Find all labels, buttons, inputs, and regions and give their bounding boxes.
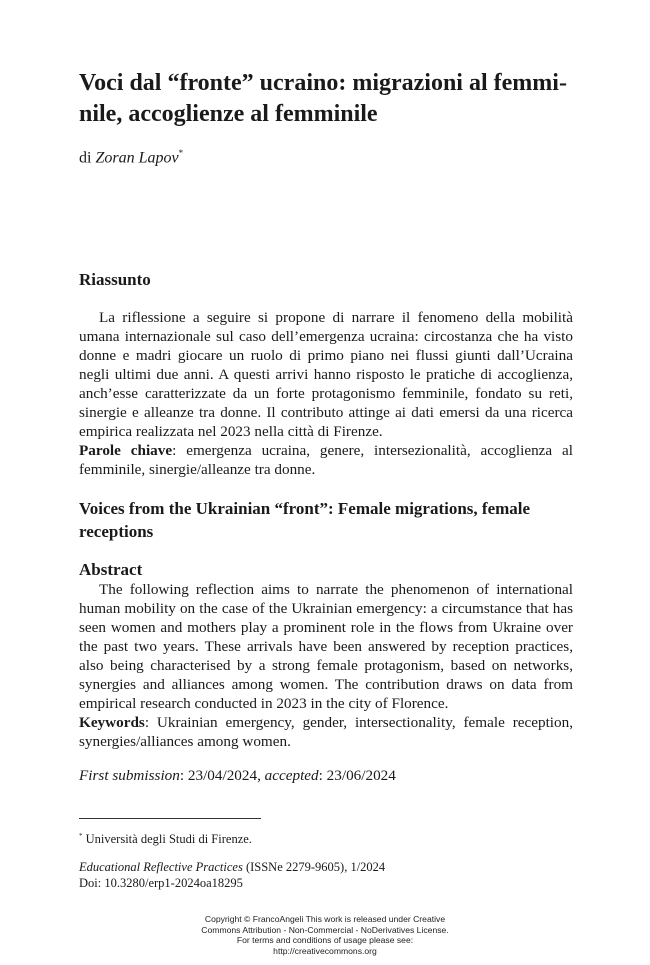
license-line-2: Commons Attribution - Non-Commercial - NoDerivatives License. — [201, 924, 449, 935]
footnote-text: Università degli Studi di Firenze. — [82, 832, 252, 847]
parole-chiave-label: Parole chiave — [79, 442, 173, 459]
first-submission-label: First submission — [79, 767, 180, 784]
riassunto-body: La riflessione a seguire si propone di narrare il fenomeno della mobilità umana internazionale sul caso dell’emergenza ucraina: circostanza che ha visto donne e madri giocare un ruolo di primo piano nei flussi giunti dall’Ucraina negli ultimi due anni. A questi arrivi hanno risposto le pratiche di accoglienza, anch’esse caratterizzate da un forte protagonismo femminile, fondato su reti, sinergie e alleanze tra donne. Il contributo attinge ai dati emersi da una ricerca empirica realizzata nel 2023 nella città di Firenze. — [79, 309, 573, 440]
submission-dates — [79, 767, 396, 785]
riassunto-text — [79, 308, 573, 479]
parole-chiave-line — [79, 441, 573, 479]
riassunto-heading: Riassunto — [79, 270, 151, 289]
journal-name: Educational Reflective Practices — [79, 860, 243, 874]
abstract-body: The following reflection aims to narrate the phenomenon of international human mobility on the case of the Ukrainian emergency: a circumstance that has seen women and mothers play a prominent role in the flows from Ukraine over the past two years. These arrivals have been answered by reception practices, also being characterised by a strong female protagonism, based on networks, synergies and alliances among women. The contribution draws on data from empirical research conducted in 2023 in the city of Florence. — [79, 581, 573, 712]
footnote-divider — [79, 818, 261, 819]
accepted-date: : 23/06/2024 — [318, 767, 396, 784]
journal-info — [79, 859, 385, 891]
keywords-line — [79, 713, 573, 751]
license-notice — [175, 914, 475, 956]
affiliation-footnote — [79, 828, 252, 847]
journal-issue: (ISSNe 2279-9605), 1/2024 — [242, 860, 386, 874]
article-title: Voci dal “fronte” ucraino: migrazioni al femmi-nile, accoglienze al femminile — [79, 70, 567, 127]
author-name: Zoran Lapov — [95, 149, 179, 167]
abstract-heading: Abstract — [79, 560, 143, 579]
parole-chiave-list: : emergenza ucraina, genere, intersezionalità, accoglienza al femminile, sinergie/alleanze tra donne. — [79, 442, 573, 478]
author-footnote-mark: * — [178, 148, 184, 158]
author-prefix: di — [79, 149, 96, 167]
abstract-text — [79, 580, 573, 751]
accepted-label: accepted — [264, 767, 319, 784]
license-line-3: For terms and conditions of usage please see: — [236, 935, 414, 945]
footnote-mark: * — [79, 832, 83, 840]
keywords-label: Keywords — [79, 714, 145, 731]
english-title: Voices from the Ukrainian “front”: Female migrations, female receptions — [79, 499, 531, 541]
journal-doi: Doi: 10.3280/erp1-2024oa18295 — [79, 876, 243, 890]
author-line — [79, 148, 183, 167]
keywords-list: : Ukrainian emergency, gender, intersectionality, female reception, synergies/alliances among women. — [79, 714, 573, 750]
first-submission-date: : 23/04/2024, — [179, 767, 265, 784]
license-line-1: Copyright © FrancoAngeli This work is released under Creative — [204, 914, 446, 924]
license-link[interactable]: http://creativecommons.org — [273, 945, 377, 956]
